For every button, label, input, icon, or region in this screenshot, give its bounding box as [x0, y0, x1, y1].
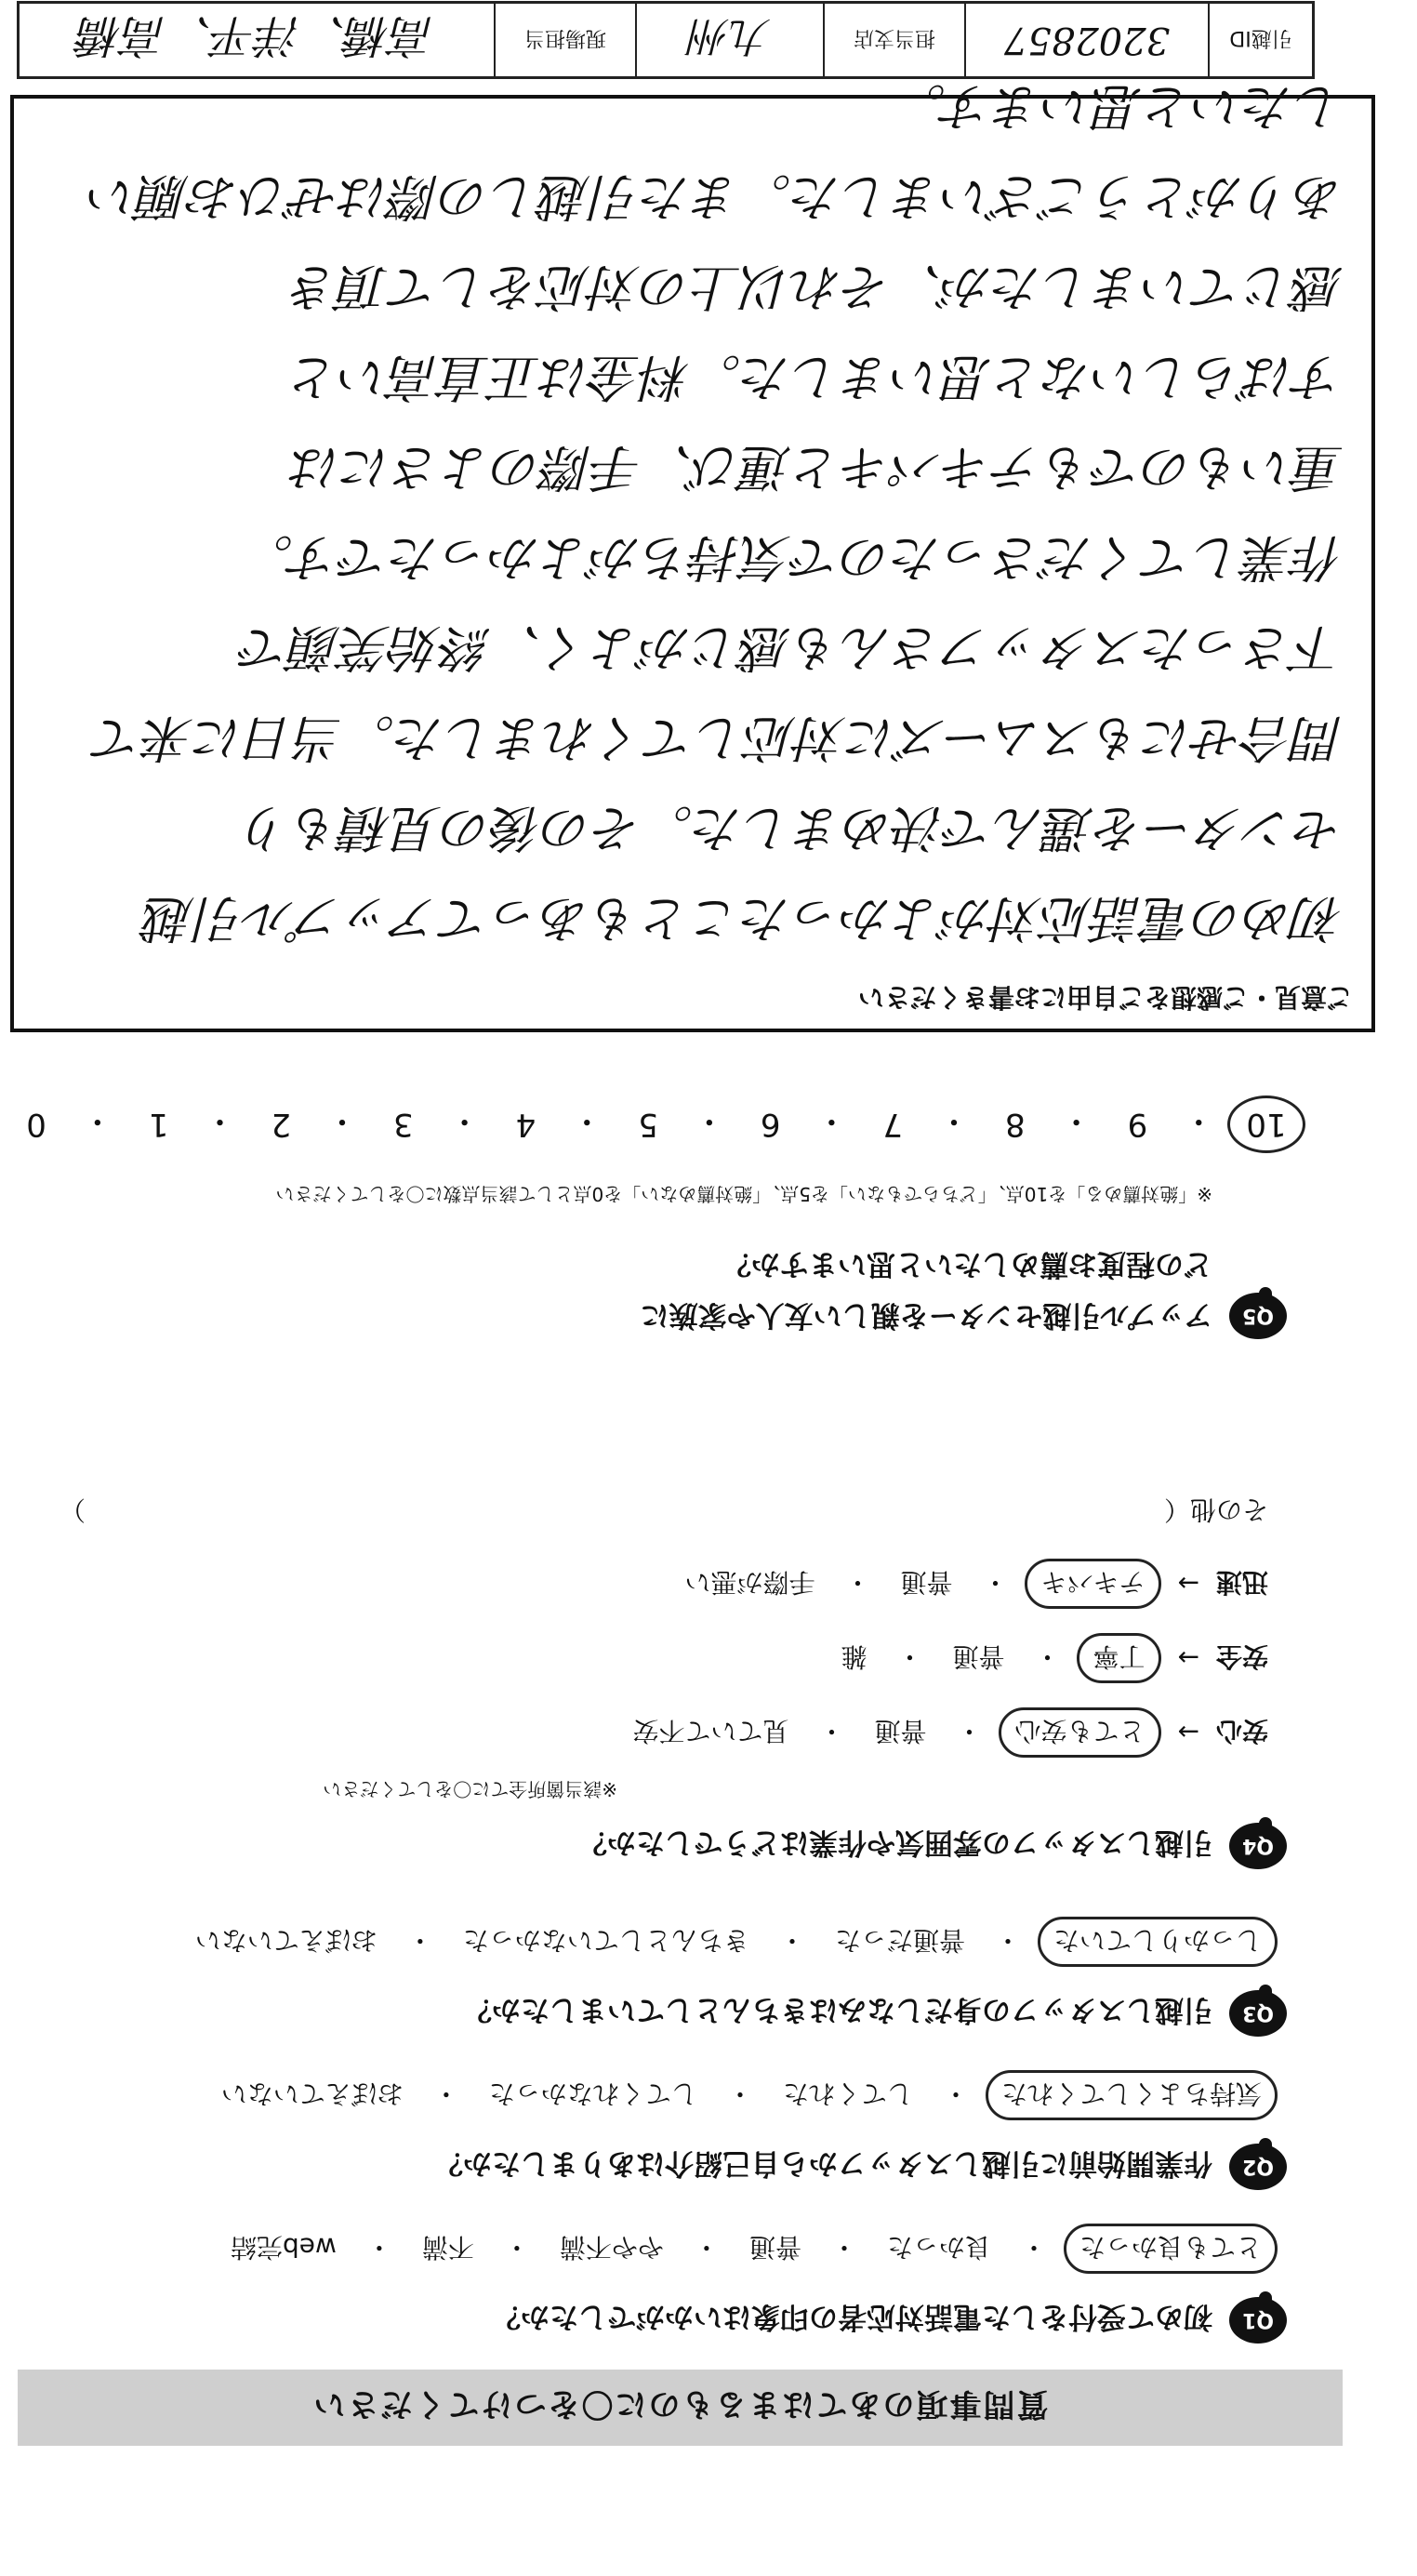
comment-line: 重いものでもテキパキと運び、手際のよさには	[291, 438, 1344, 497]
q5-text-line2: どの程度お薦めしたいと思いますか？	[722, 1247, 1212, 1281]
q4-text: 引越しスタッフの雰囲気や作業はどうでしたか？	[578, 1826, 1212, 1860]
comment-line: 下さったスタッフさんも感じがよく、終始笑顔で	[240, 618, 1344, 677]
q4-row-label: 迅速	[1215, 1567, 1268, 1598]
comment-line: したいと思います。	[895, 77, 1344, 136]
comment-line: すばらしいなと思いました。料金は正直高いと	[289, 348, 1344, 406]
q4-option[interactable]: とても安心	[1000, 1707, 1161, 1758]
branch-value: 九州	[635, 4, 823, 76]
q5-score[interactable]: 1	[148, 1106, 169, 1143]
instruction-bar: 質問事項のあてはまるものに〇をつけてください	[18, 2370, 1343, 2446]
q5-score[interactable]: 0	[26, 1106, 46, 1143]
staff-label: 現場担当	[494, 4, 635, 76]
q3-options: しっかりしていた ・ 普通だった ・ きちんとしていなかった ・ おぼえていない	[182, 1917, 1278, 1967]
q5-score[interactable]: 5	[638, 1106, 658, 1143]
q2-badge: Q2	[1229, 2144, 1287, 2190]
branch-label: 担当支店	[823, 4, 964, 76]
q5-score[interactable]: 7	[882, 1106, 904, 1143]
comment-line: センターを選んで決めました。その後の見積もり	[241, 799, 1344, 857]
q3-text: 引越しスタッフの身だしなみはきちんとしていましたか？	[463, 1993, 1212, 2027]
id-value: 3202857	[964, 4, 1208, 76]
comment-line: ありがとうございました。また引越しの際はぜひお願い	[88, 167, 1344, 226]
q5-score[interactable]: 3	[393, 1106, 414, 1143]
q4-row-anshin: 安心 → とても安心 ・ 普通 ・ 見ていて不安	[619, 1707, 1268, 1758]
q1-option[interactable]: とても良かった	[1064, 2224, 1278, 2274]
question-2	[434, 2144, 1287, 2190]
question-4	[578, 1823, 1287, 1869]
q4-option[interactable]: 普通	[900, 1567, 953, 1598]
q1-text: 初めて受付をした電話対応者の印象はいかがでしたか？	[492, 2300, 1212, 2334]
question-5	[641, 1246, 1287, 1339]
q5-badge: Q5	[1229, 1293, 1287, 1339]
q5-note: ※「絶対薦める」を10点、「どちらでもない」を5点、「絶対薦めない」を0点として該当点数に〇をしてください	[275, 1183, 1212, 1205]
q1-option[interactable]: やや不満	[559, 2232, 664, 2263]
q4-note: ※該当箇所全てに〇をしてください	[323, 1778, 617, 1800]
comment-line: 作業してくださったので気持ちがよかったです。	[243, 528, 1344, 587]
q2-option[interactable]: してくれなかった	[488, 2078, 697, 2109]
q3-option[interactable]: しっかりしていた	[1038, 1917, 1278, 1967]
q2-option[interactable]: してくれた	[782, 2078, 913, 2109]
q4-other	[60, 1493, 1268, 1530]
q4-option[interactable]: 普通	[952, 1641, 1005, 1672]
q5-score[interactable]: 4	[515, 1106, 536, 1143]
q3-option[interactable]: 普通だった	[834, 1925, 965, 1956]
comment-title: ご意見・ご感想をご自由にお書きください	[857, 982, 1353, 1013]
q3-option[interactable]: きちんとしていなかった	[462, 1925, 749, 1956]
q4-other-close: ）	[60, 1494, 86, 1525]
q4-other-label: その他（	[1163, 1494, 1268, 1525]
q5-score[interactable]: 9	[1127, 1106, 1148, 1143]
q4-option[interactable]: 丁寧	[1078, 1633, 1161, 1683]
q2-text: 作業開始前に引越しスタッフから自己紹介はありましたか？	[434, 2146, 1212, 2181]
comment-line: 感じていましたが、それ以上の対応をして頂き	[289, 258, 1344, 316]
q3-badge: Q3	[1229, 1990, 1287, 2037]
q5-scale: 10 ・ 9 ・ 8 ・ 7 ・ 6 ・ 5 ・ 4 ・ 3 ・ 2 ・ 1 ・ 0	[4, 1095, 1305, 1153]
q1-option[interactable]: web完結	[230, 2232, 337, 2263]
q4-option[interactable]: 見ていて不安	[632, 1716, 789, 1746]
q4-badge: Q4	[1229, 1823, 1287, 1869]
comment-line: 問合せにもスムーズに対応してくれました。当日に来て	[93, 709, 1344, 767]
comment-line: 初めの電話応対がよかったこともあってアップル引越	[144, 889, 1344, 948]
question-3	[463, 1990, 1287, 2037]
q4-row-jinsoku: 迅速 → テキパキ ・ 普通 ・ 手際が悪い	[671, 1559, 1268, 1609]
q2-option[interactable]: おぼえていない	[220, 2078, 404, 2109]
q2-option[interactable]: 気持ちよくしてくれた	[986, 2070, 1278, 2120]
staff-value: 高橋、洋平、高橋	[78, 9, 436, 62]
id-label: 引越ID	[1208, 4, 1312, 76]
q5-score[interactable]: 6	[760, 1106, 781, 1143]
q4-row-label: 安全	[1215, 1641, 1268, 1672]
q2-options: 気持ちよくしてくれた ・ してくれた ・ してくれなかった ・ おぼえていない	[208, 2070, 1278, 2120]
q4-option[interactable]: 手際が悪い	[684, 1567, 815, 1598]
q5-text-line1: アップル引越センターを親しい友人や家族に	[640, 1298, 1212, 1332]
q1-badge: Q1	[1229, 2297, 1287, 2344]
q4-row-anzen: 安全 → 丁寧 ・ 普通 ・ 雑	[828, 1633, 1268, 1683]
q5-score[interactable]: 2	[271, 1106, 292, 1143]
q1-option[interactable]: 不満	[421, 2232, 474, 2263]
q1-option[interactable]: 普通	[748, 2232, 801, 2263]
q4-row-label: 安心	[1215, 1716, 1268, 1746]
q4-option[interactable]: テキパキ	[1026, 1559, 1161, 1609]
question-1	[492, 2297, 1287, 2344]
q1-options: とても良かった ・ 良かった ・ 普通 ・ やや不満 ・ 不満 ・ web完結	[218, 2224, 1278, 2274]
q5-score[interactable]: 8	[1005, 1106, 1026, 1143]
comment-box[interactable]	[10, 77, 1375, 1032]
q1-option[interactable]: 良かった	[886, 2232, 991, 2263]
q3-option[interactable]: おぼえていない	[194, 1925, 377, 1956]
q5-score[interactable]: 10	[1227, 1095, 1305, 1153]
q4-option[interactable]: 雑	[841, 1641, 867, 1672]
q4-option[interactable]: 普通	[874, 1716, 927, 1746]
comment-text	[42, 61, 1344, 963]
